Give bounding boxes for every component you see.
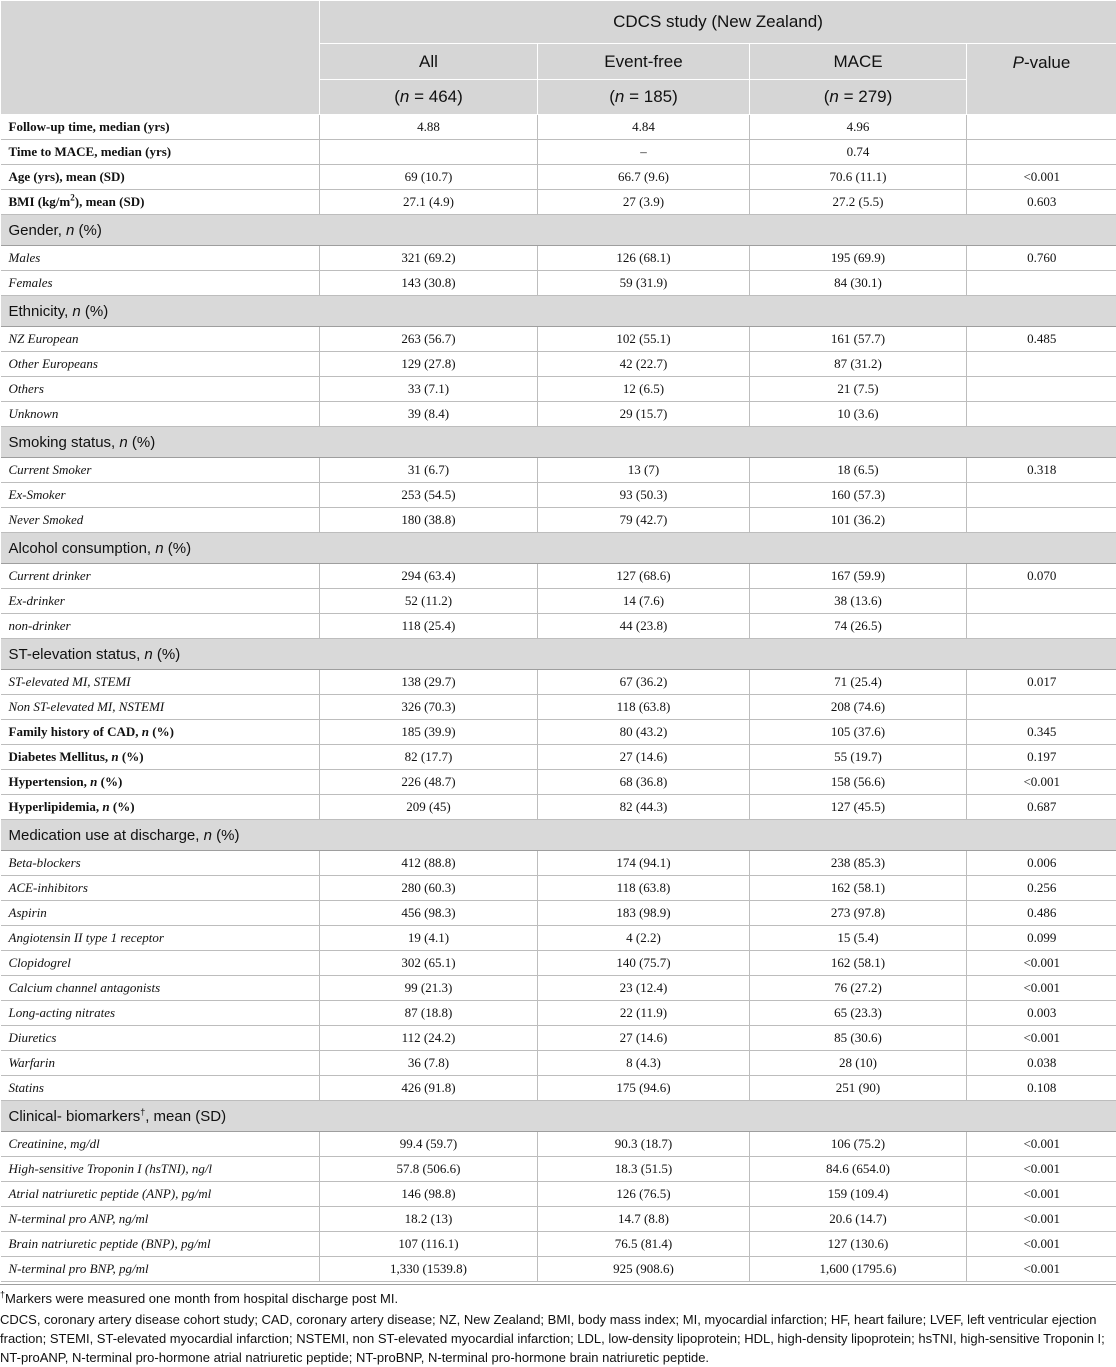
sample-size-event-free: (n = 185) (538, 80, 750, 115)
value-event-free: 27 (3.9) (538, 190, 750, 215)
value-all: 107 (116.1) (320, 1232, 538, 1257)
row-label: Creatinine, mg/dl (1, 1132, 320, 1157)
value-mace: 208 (74.6) (750, 695, 967, 720)
value-all: 280 (60.3) (320, 876, 538, 901)
value-all: 112 (24.2) (320, 1026, 538, 1051)
value-all: 138 (29.7) (320, 670, 538, 695)
value-event-free: 76.5 (81.4) (538, 1232, 750, 1257)
value-event-free: – (538, 140, 750, 165)
table-row (1, 1157, 1116, 1182)
row-label: Long-acting nitrates (1, 1001, 320, 1026)
value-mace: 162 (58.1) (750, 876, 967, 901)
value-mace: 195 (69.9) (750, 246, 967, 271)
value-all: 19 (4.1) (320, 926, 538, 951)
value-all: 143 (30.8) (320, 271, 538, 296)
value-event-free: 42 (22.7) (538, 352, 750, 377)
value-pvalue (967, 377, 1116, 402)
value-mace: 27.2 (5.5) (750, 190, 967, 215)
value-mace: 20.6 (14.7) (750, 1207, 967, 1232)
table-row (1, 695, 1116, 720)
value-all: 99.4 (59.7) (320, 1132, 538, 1157)
value-mace: 10 (3.6) (750, 402, 967, 427)
table-row (1, 402, 1116, 427)
value-event-free: 118 (63.8) (538, 695, 750, 720)
value-all: 99 (21.3) (320, 976, 538, 1001)
value-all: 226 (48.7) (320, 770, 538, 795)
table-row (1, 564, 1116, 589)
value-all (320, 140, 538, 165)
table-row (1, 377, 1116, 402)
section-header-row (1, 215, 1116, 246)
value-all: 27.1 (4.9) (320, 190, 538, 215)
value-all: 185 (39.9) (320, 720, 538, 745)
value-mace: 38 (13.6) (750, 589, 967, 614)
row-label: Never Smoked (1, 508, 320, 533)
value-mace: 87 (31.2) (750, 352, 967, 377)
value-pvalue: 0.017 (967, 670, 1116, 695)
value-pvalue: 0.197 (967, 745, 1116, 770)
value-pvalue (967, 140, 1116, 165)
row-label: Calcium channel antagonists (1, 976, 320, 1001)
value-all: 31 (6.7) (320, 458, 538, 483)
value-event-free: 126 (68.1) (538, 246, 750, 271)
value-pvalue (967, 483, 1116, 508)
row-label: High-sensitive Troponin I (hsTNI), ng/l (1, 1157, 320, 1182)
value-mace: 65 (23.3) (750, 1001, 967, 1026)
value-all: 1,330 (1539.8) (320, 1257, 538, 1282)
column-header-all: All (320, 44, 538, 80)
value-mace: 71 (25.4) (750, 670, 967, 695)
table-row (1, 770, 1116, 795)
row-label: Males (1, 246, 320, 271)
row-label: Others (1, 377, 320, 402)
column-header-pvalue: P-value (967, 44, 1116, 115)
section-title: Smoking status, n (%) (1, 427, 1116, 458)
value-mace: 4.96 (750, 115, 967, 140)
table-row (1, 140, 1116, 165)
table-row (1, 720, 1116, 745)
row-label: Clopidogrel (1, 951, 320, 976)
value-pvalue (967, 115, 1116, 140)
value-event-free: 8 (4.3) (538, 1051, 750, 1076)
value-mace: 15 (5.4) (750, 926, 967, 951)
row-label: Other Europeans (1, 352, 320, 377)
value-mace: 127 (130.6) (750, 1232, 967, 1257)
row-label: Females (1, 271, 320, 296)
value-event-free: 44 (23.8) (538, 614, 750, 639)
table-row (1, 458, 1116, 483)
section-header-row (1, 296, 1116, 327)
value-all: 146 (98.8) (320, 1182, 538, 1207)
value-mace: 167 (59.9) (750, 564, 967, 589)
value-all: 129 (27.8) (320, 352, 538, 377)
section-header-row (1, 639, 1116, 670)
abbreviations-footnote: CDCS, coronary artery disease cohort study; CAD, coronary artery disease; NZ, New Zealand; BMI, body mass index; MI, myocardial infarction; HF, heart failure; LVEF, left ventricular ejection fraction; STEMI, ST-elevated myocardial infarction; NSTEMI, non ST-elevated myocardial infarction; LDL, low-density lipoprotein; HDL, high-density lipoprotein; hsTNI, high-sensitive Troponin I; NT-proANP, N-terminal pro-hormone atrial natriuretic peptide; NT-proBNP, N-terminal pro-hormone brain natriuretic peptide. (0, 1312, 1105, 1365)
value-pvalue: <0.001 (967, 976, 1116, 1001)
value-pvalue (967, 589, 1116, 614)
value-pvalue: <0.001 (967, 1207, 1116, 1232)
table-row (1, 327, 1116, 352)
table-row (1, 1232, 1116, 1257)
row-label: Statins (1, 1076, 320, 1101)
table-row (1, 1257, 1116, 1282)
value-all: 36 (7.8) (320, 1051, 538, 1076)
value-mace: 76 (27.2) (750, 976, 967, 1001)
value-pvalue (967, 614, 1116, 639)
value-mace: 74 (26.5) (750, 614, 967, 639)
value-pvalue: 0.038 (967, 1051, 1116, 1076)
value-pvalue: 0.256 (967, 876, 1116, 901)
value-pvalue: <0.001 (967, 770, 1116, 795)
value-event-free: 22 (11.9) (538, 1001, 750, 1026)
table-row (1, 508, 1116, 533)
value-pvalue: 0.006 (967, 851, 1116, 876)
row-label: Diabetes Mellitus, n (%) (1, 745, 320, 770)
value-pvalue: <0.001 (967, 951, 1116, 976)
row-label: NZ European (1, 327, 320, 352)
table-row (1, 1076, 1116, 1101)
table-row (1, 1207, 1116, 1232)
value-mace: 28 (10) (750, 1051, 967, 1076)
row-label: Time to MACE, median (yrs) (1, 140, 320, 165)
value-event-free: 68 (36.8) (538, 770, 750, 795)
value-event-free: 27 (14.6) (538, 1026, 750, 1051)
value-mace: 127 (45.5) (750, 795, 967, 820)
table-row (1, 670, 1116, 695)
value-event-free: 126 (76.5) (538, 1182, 750, 1207)
value-mace: 84 (30.1) (750, 271, 967, 296)
table-row (1, 1182, 1116, 1207)
row-label: ACE-inhibitors (1, 876, 320, 901)
sample-size-all: (n = 464) (320, 80, 538, 115)
value-pvalue (967, 695, 1116, 720)
dagger-footnote: †Markers were measured one month from hospital discharge post MI. (0, 1289, 399, 1306)
table-row (1, 851, 1116, 876)
value-all: 326 (70.3) (320, 695, 538, 720)
value-event-free: 80 (43.2) (538, 720, 750, 745)
value-pvalue: 0.603 (967, 190, 1116, 215)
value-mace: 70.6 (11.1) (750, 165, 967, 190)
value-pvalue: <0.001 (967, 1257, 1116, 1282)
row-label: Atrial natriuretic peptide (ANP), pg/ml (1, 1182, 320, 1207)
value-event-free: 67 (36.2) (538, 670, 750, 695)
value-pvalue: 0.099 (967, 926, 1116, 951)
value-all: 321 (69.2) (320, 246, 538, 271)
value-mace: 85 (30.6) (750, 1026, 967, 1051)
value-pvalue: 0.108 (967, 1076, 1116, 1101)
value-mace: 162 (58.1) (750, 951, 967, 976)
value-pvalue (967, 271, 1116, 296)
value-mace: 238 (85.3) (750, 851, 967, 876)
value-mace: 158 (56.6) (750, 770, 967, 795)
value-event-free: 140 (75.7) (538, 951, 750, 976)
table-row (1, 246, 1116, 271)
value-mace: 18 (6.5) (750, 458, 967, 483)
value-event-free: 18.3 (51.5) (538, 1157, 750, 1182)
value-all: 180 (38.8) (320, 508, 538, 533)
table-row (1, 926, 1116, 951)
table-body (1, 115, 1116, 1282)
section-title: Alcohol consumption, n (%) (1, 533, 1116, 564)
row-label: Unknown (1, 402, 320, 427)
value-pvalue: 0.486 (967, 901, 1116, 926)
value-all: 18.2 (13) (320, 1207, 538, 1232)
value-pvalue: <0.001 (967, 1157, 1116, 1182)
row-label: Diuretics (1, 1026, 320, 1051)
section-header-row (1, 427, 1116, 458)
value-all: 253 (54.5) (320, 483, 538, 508)
value-event-free: 118 (63.8) (538, 876, 750, 901)
value-event-free: 12 (6.5) (538, 377, 750, 402)
value-all: 263 (56.7) (320, 327, 538, 352)
value-mace: 1,600 (1795.6) (750, 1257, 967, 1282)
value-event-free: 925 (908.6) (538, 1257, 750, 1282)
value-event-free: 183 (98.9) (538, 901, 750, 926)
value-pvalue: 0.687 (967, 795, 1116, 820)
study-header: CDCS study (New Zealand) (320, 1, 1116, 44)
value-pvalue: 0.003 (967, 1001, 1116, 1026)
table-row (1, 190, 1116, 215)
value-pvalue (967, 508, 1116, 533)
table-row (1, 1001, 1116, 1026)
value-event-free: 93 (50.3) (538, 483, 750, 508)
table-row (1, 271, 1116, 296)
row-label: Brain natriuretic peptide (BNP), pg/ml (1, 1232, 320, 1257)
sample-size-mace: (n = 279) (750, 80, 967, 115)
section-header-row (1, 533, 1116, 564)
value-pvalue (967, 352, 1116, 377)
value-event-free: 79 (42.7) (538, 508, 750, 533)
value-event-free: 13 (7) (538, 458, 750, 483)
value-mace: 0.74 (750, 140, 967, 165)
row-label: BMI $(kg/m^2)$, mean (SD) (1, 190, 320, 215)
value-pvalue: 0.345 (967, 720, 1116, 745)
value-mace: 161 (57.7) (750, 327, 967, 352)
table-row (1, 589, 1116, 614)
table-footnotes (0, 1284, 1116, 1367)
value-all: 412 (88.8) (320, 851, 538, 876)
value-mace: 105 (37.6) (750, 720, 967, 745)
value-pvalue: <0.001 (967, 1026, 1116, 1051)
value-pvalue: 0.070 (967, 564, 1116, 589)
section-title: ST-elevation status, n (%) (1, 639, 1116, 670)
value-mace: 106 (75.2) (750, 1132, 967, 1157)
table-row (1, 951, 1116, 976)
value-pvalue: <0.001 (967, 165, 1116, 190)
column-header-mace: MACE (750, 44, 967, 80)
value-all: 426 (91.8) (320, 1076, 538, 1101)
row-label: Hyperlipidemia, n (%) (1, 795, 320, 820)
value-all: 209 (45) (320, 795, 538, 820)
value-mace: 273 (97.8) (750, 901, 967, 926)
row-label: ST-elevated MI, STEMI (1, 670, 320, 695)
value-mace: 101 (36.2) (750, 508, 967, 533)
section-title: Clinical- biomarkers†, mean (SD) (1, 1101, 1116, 1132)
table-row (1, 876, 1116, 901)
value-mace: 251 (90) (750, 1076, 967, 1101)
table-row (1, 1132, 1116, 1157)
row-label: Non ST-elevated MI, NSTEMI (1, 695, 320, 720)
value-mace: 84.6 (654.0) (750, 1157, 967, 1182)
row-label: N-terminal pro ANP, ng/ml (1, 1207, 320, 1232)
value-all: 52 (11.2) (320, 589, 538, 614)
value-all: 4.88 (320, 115, 538, 140)
value-event-free: 90.3 (18.7) (538, 1132, 750, 1157)
value-event-free: 82 (44.3) (538, 795, 750, 820)
value-event-free: 29 (15.7) (538, 402, 750, 427)
value-pvalue (967, 402, 1116, 427)
value-event-free: 27 (14.6) (538, 745, 750, 770)
value-pvalue: <0.001 (967, 1132, 1116, 1157)
row-label: Ex-Smoker (1, 483, 320, 508)
row-label: Family history of CAD, n (%) (1, 720, 320, 745)
value-all: 302 (65.1) (320, 951, 538, 976)
table-row (1, 795, 1116, 820)
table-row (1, 165, 1116, 190)
table-row (1, 745, 1116, 770)
value-all: 118 (25.4) (320, 614, 538, 639)
value-pvalue: 0.485 (967, 327, 1116, 352)
table-row (1, 614, 1116, 639)
value-event-free: 4.84 (538, 115, 750, 140)
value-all: 456 (98.3) (320, 901, 538, 926)
row-label: Beta-blockers (1, 851, 320, 876)
table-row (1, 483, 1116, 508)
row-label: Age (yrs), mean (SD) (1, 165, 320, 190)
value-all: 69 (10.7) (320, 165, 538, 190)
row-label: Angiotensin II type 1 receptor (1, 926, 320, 951)
row-label: Hypertension, n (%) (1, 770, 320, 795)
value-pvalue: <0.001 (967, 1232, 1116, 1257)
table-row (1, 115, 1116, 140)
value-mace: 160 (57.3) (750, 483, 967, 508)
row-label: Aspirin (1, 901, 320, 926)
value-event-free: 174 (94.1) (538, 851, 750, 876)
row-label: non-drinker (1, 614, 320, 639)
value-all: 82 (17.7) (320, 745, 538, 770)
table-row (1, 1026, 1116, 1051)
value-event-free: 14.7 (8.8) (538, 1207, 750, 1232)
value-event-free: 127 (68.6) (538, 564, 750, 589)
value-mace: 21 (7.5) (750, 377, 967, 402)
value-mace: 55 (19.7) (750, 745, 967, 770)
section-header-row (1, 820, 1116, 851)
value-event-free: 23 (12.4) (538, 976, 750, 1001)
row-label: Current drinker (1, 564, 320, 589)
value-event-free: 175 (94.6) (538, 1076, 750, 1101)
value-pvalue: 0.760 (967, 246, 1116, 271)
value-all: 39 (8.4) (320, 402, 538, 427)
value-event-free: 102 (55.1) (538, 327, 750, 352)
row-label: Follow-up time, median (yrs) (1, 115, 320, 140)
value-all: 57.8 (506.6) (320, 1157, 538, 1182)
value-pvalue: 0.318 (967, 458, 1116, 483)
table-header (1, 1, 1116, 115)
section-header-row (1, 1101, 1116, 1132)
column-header-event-free: Event-free (538, 44, 750, 80)
row-label: N-terminal pro BNP, pg/ml (1, 1257, 320, 1282)
value-all: 33 (7.1) (320, 377, 538, 402)
row-label: Warfarin (1, 1051, 320, 1076)
section-title: Medication use at discharge, n (%) (1, 820, 1116, 851)
section-title: Ethnicity, n (%) (1, 296, 1116, 327)
value-event-free: 14 (7.6) (538, 589, 750, 614)
table-row (1, 976, 1116, 1001)
value-event-free: 66.7 (9.6) (538, 165, 750, 190)
value-mace: 159 (109.4) (750, 1182, 967, 1207)
row-label: Ex-drinker (1, 589, 320, 614)
table-row (1, 1051, 1116, 1076)
section-title: Gender, n (%) (1, 215, 1116, 246)
header-corner-cell (1, 1, 320, 115)
value-event-free: 4 (2.2) (538, 926, 750, 951)
value-all: 294 (63.4) (320, 564, 538, 589)
row-label: Current Smoker (1, 458, 320, 483)
table-row (1, 901, 1116, 926)
value-event-free: 59 (31.9) (538, 271, 750, 296)
value-all: 87 (18.8) (320, 1001, 538, 1026)
value-pvalue: <0.001 (967, 1182, 1116, 1207)
table-row (1, 352, 1116, 377)
